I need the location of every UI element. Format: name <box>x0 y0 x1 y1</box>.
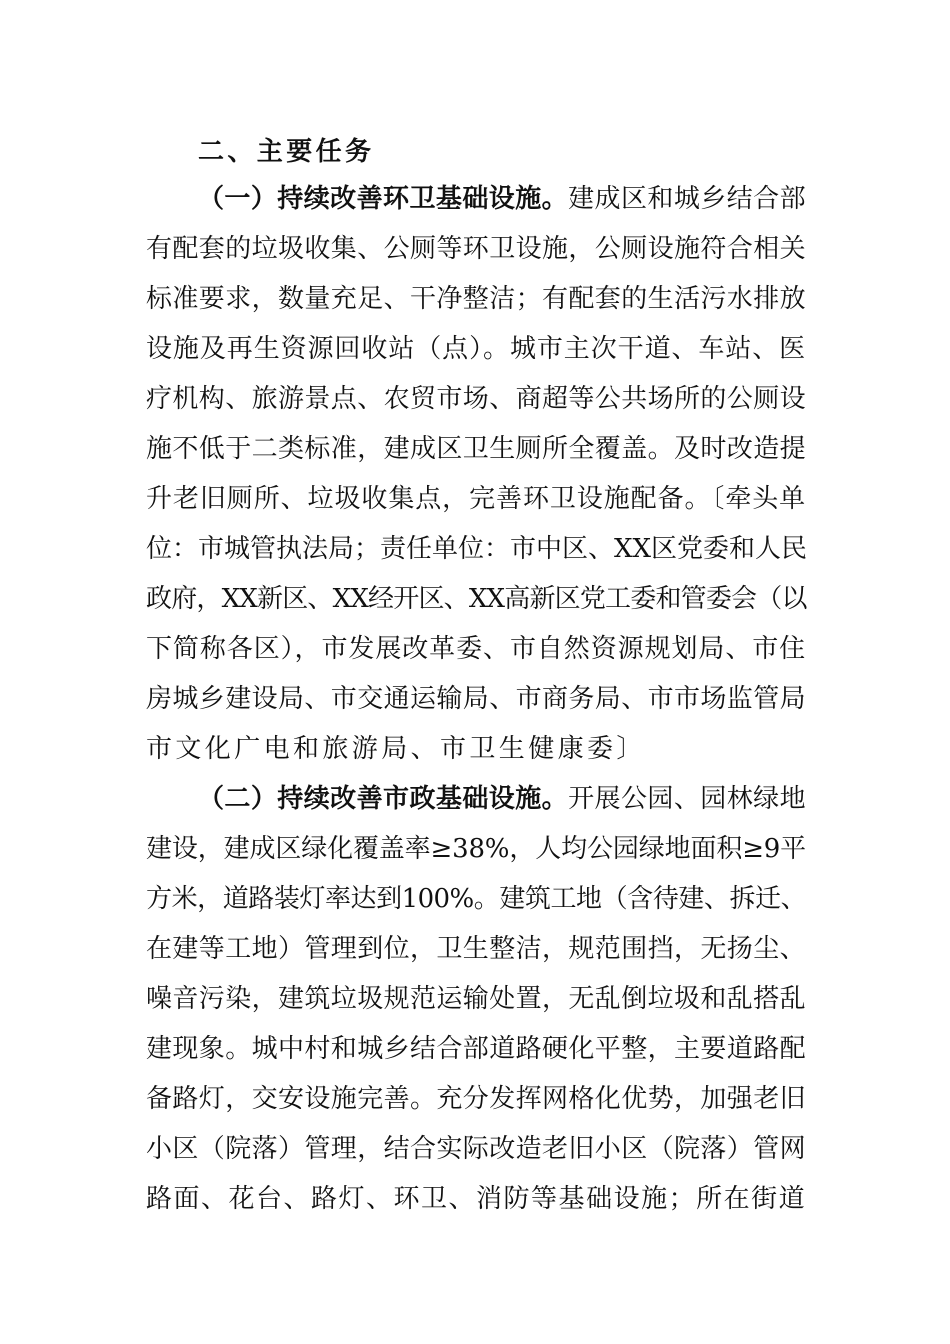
para1-line: 疗机构、旅游景点、农贸市场、商超等公共场所的公厕设 <box>146 384 807 414</box>
para2-title: （二）持续改善市政基础设施。 <box>198 784 569 814</box>
para1-line: 标准要求，数量充足、干净整洁；有配套的生活污水排放 <box>146 284 807 314</box>
para1-first-line <box>198 179 806 219</box>
para2-line: 噪音污染，建筑垃圾规范运输处置，无乱倒垃圾和乱搭乱 <box>146 984 807 1014</box>
section-heading: 二、主要任务 <box>198 137 375 167</box>
para1-line: 位：市城管执法局；责任单位：市中区、XX区党委和人民 <box>146 534 808 564</box>
para2-line: 方米，道路装灯率达到100%。建筑工地（含待建、拆迁、 <box>146 884 806 914</box>
para2-line: 备路灯，交安设施完善。充分发挥网格化优势，加强老旧 <box>146 1084 807 1114</box>
para2-first-line <box>198 779 806 819</box>
para2-line: 建现象。城中村和城乡结合部道路硬化平整，主要道路配 <box>146 1034 807 1064</box>
para2-first-line-text: 开展公园、园林绿地 <box>568 784 806 814</box>
para1-line: 下简称各区），市发展改革委、市自然资源规划局、市住 <box>146 634 806 664</box>
para1-line: 房城乡建设局、市交通运输局、市商务局、市市场监管局 <box>146 684 807 714</box>
para1-line: 设施及再生资源回收站（点）。城市主次干道、车站、医 <box>146 334 806 364</box>
para1-line: 升老旧厕所、垃圾收集点，完善环卫设施配备。〔牵头单 <box>146 484 806 514</box>
para1-line: 施不低于二类标准，建成区卫生厕所全覆盖。及时改造提 <box>146 434 807 464</box>
para1-first-line-text: 建成区和城乡结合部 <box>568 184 806 214</box>
para2-line: 小区（院落）管理，结合实际改造老旧小区（院落）管网 <box>146 1134 807 1164</box>
para1-line: 市文化广电和旅游局、市卫生健康委〕 <box>146 734 646 764</box>
para1-line: 有配套的垃圾收集、公厕等环卫设施，公厕设施符合相关 <box>146 234 807 264</box>
para1-title: （一）持续改善环卫基础设施。 <box>198 184 569 214</box>
para1-line: 政府，XX新区、XX经开区、XX高新区党工委和管委会（以 <box>146 584 807 614</box>
para2-line: 路面、花台、路灯、环卫、消防等基础设施；所在街道 <box>146 1184 806 1214</box>
para2-line: 在建等工地）管理到位，卫生整洁，规范围挡，无扬尘、 <box>146 934 807 964</box>
para2-line: 建设，建成区绿化覆盖率≥38%，人均公园绿地面积≥9平 <box>146 834 806 864</box>
